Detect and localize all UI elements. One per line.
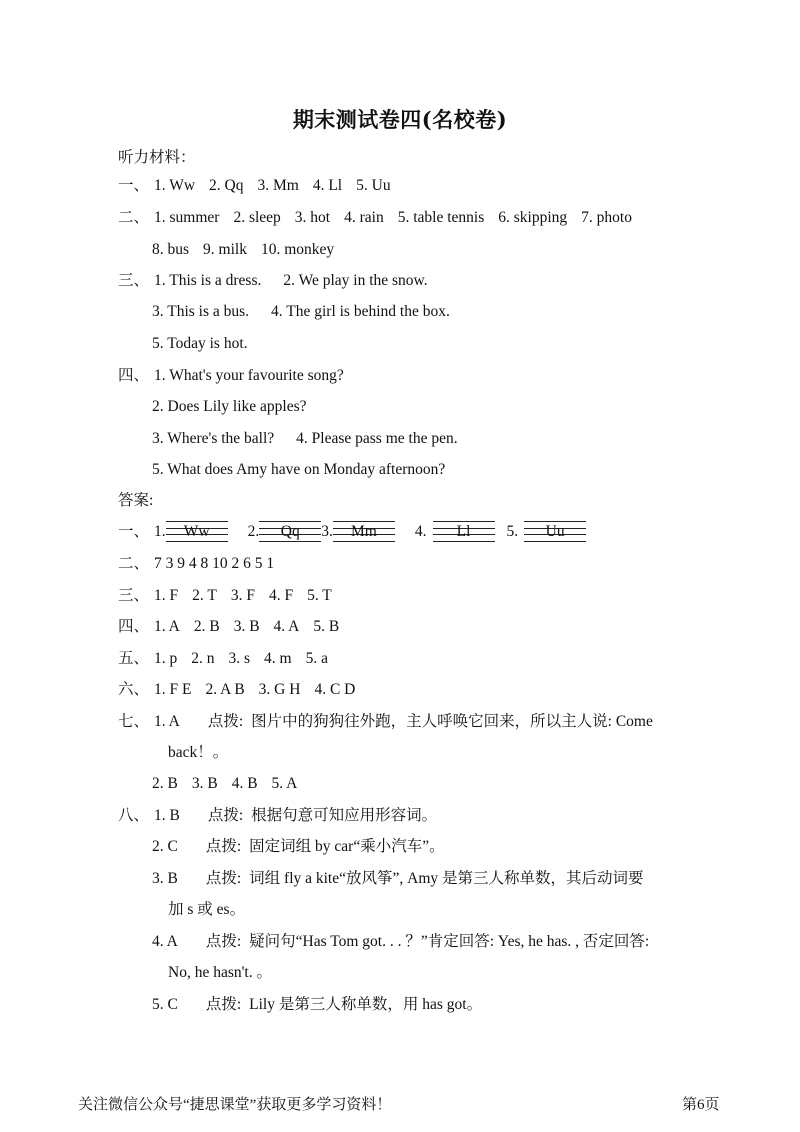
item-number: 5. (506, 523, 519, 540)
list-item: 5. a (305, 650, 328, 667)
answer-section-8-q4-cont: No, he hasn't. 。 (168, 964, 272, 981)
answer-section-8-q3-cont: 加 s 或 es。 (168, 901, 246, 918)
listening-section-3 (118, 269, 800, 293)
list-item: 3. B (191, 775, 218, 792)
list-item: 2. B (152, 775, 178, 792)
tip-text: 固定词组 by car“乘小汽车”。 (249, 838, 445, 855)
list-item: 2. Qq (209, 177, 244, 194)
list-item: 1. summer (154, 209, 220, 226)
tip-text: 词组 fly a kite“放风筝”, Amy 是第三人称单数，其后动词要 (249, 870, 644, 887)
listening-section-4-line4: 5. What does Amy have on Monday afternoon? (152, 461, 446, 478)
written-letters: Ww (183, 523, 210, 540)
page-title: 期末测试卷四(名校卷) (292, 107, 508, 132)
answer-section-6 (118, 678, 800, 702)
written-letters: Qq (280, 523, 300, 540)
list-item: 1. A (154, 713, 180, 730)
list-item: 10. monkey (260, 241, 335, 258)
answer-section-1 (118, 520, 800, 544)
tip-label: 点拨: (207, 807, 244, 824)
answer-section-4 (118, 615, 800, 639)
list-item: 2. n (191, 650, 215, 667)
page-number: 第6页 (682, 1097, 720, 1113)
listening-section-1 (118, 174, 800, 198)
section-label: 三、 (118, 272, 150, 289)
section-label: 三、 (118, 587, 150, 604)
section-label: 二、 (118, 555, 150, 572)
list-item: 2. sleep (233, 209, 281, 226)
answer-section-3 (118, 584, 800, 608)
section-label: 二、 (118, 209, 150, 226)
list-item: 6. skipping (498, 209, 568, 226)
list-item: 5. Uu (356, 177, 391, 194)
list-item: 1. F E (154, 681, 192, 698)
sentence: 3. Where's the ball? (152, 430, 275, 447)
written-letters: Mm (350, 523, 377, 540)
tip-label: 点拨: (205, 933, 242, 950)
listening-section-4-line3 (152, 427, 800, 451)
answer-section-8 (118, 804, 800, 828)
item-number: 4. (414, 523, 427, 540)
list-item: 1. F (154, 587, 179, 604)
list-item: 4. F (268, 587, 294, 604)
listening-section-4-line2: 2. Does Lily like apples? (152, 398, 307, 415)
tip-label: 点拨: (205, 838, 242, 855)
answer-section-7 (118, 710, 800, 734)
list-item: 4. rain (344, 209, 384, 226)
list-item: 1. p (154, 650, 178, 667)
list-item: 4. m (264, 650, 292, 667)
list-item: 2. C (152, 838, 178, 855)
section-label: 四、 (118, 367, 150, 384)
list-item: 9. milk (203, 241, 247, 258)
item-number: 3. (321, 523, 333, 540)
listening-section-3-line3: 5. Today is hot. (152, 335, 248, 352)
sentence: 1. This is a dress. (154, 272, 262, 289)
list-item: 2. T (192, 587, 217, 604)
listening-section-3-line2 (152, 300, 800, 324)
tip-text: 疑问句“Has Tom got. . . ？”肯定回答: Yes, he has. , 否定回答: (249, 933, 650, 950)
list-item: 5. table tennis (397, 209, 485, 226)
section-label: 一、 (118, 177, 150, 194)
list-item: 3. Mm (257, 177, 299, 194)
tip-text: 图片中的狗狗往外跑，主人呼唤它回来，所以主人说: Come (251, 713, 653, 730)
answer-section-8-q4 (152, 930, 800, 954)
answer-section-8-q5 (152, 993, 800, 1017)
answer-section-8-q3 (152, 867, 800, 891)
listening-section-4 (118, 364, 800, 388)
sentence: 1. What's your favourite song? (154, 367, 344, 384)
listening-section-2-cont (152, 238, 800, 262)
list-item: 1. B (154, 807, 180, 824)
four-line-writing-box (333, 520, 395, 544)
list-item: 8. bus (152, 241, 190, 258)
written-letters: Uu (545, 523, 565, 540)
list-item: 3. B (233, 618, 260, 635)
section-label: 七、 (118, 713, 150, 730)
list-item: 4. Ll (312, 177, 343, 194)
four-line-writing-box (166, 520, 228, 544)
tip-text: 根据句意可知应用形容词。 (251, 807, 438, 824)
list-item: 3. hot (294, 209, 331, 226)
list-item: 4. A (273, 618, 300, 635)
listening-heading: 听力材料： (118, 149, 196, 166)
section-label: 一、 (118, 523, 150, 540)
sentence: 4. The girl is behind the box. (271, 303, 450, 320)
answer-section-5 (118, 647, 800, 671)
answer-sequence: 7 3 9 4 8 10 2 6 5 1 (154, 555, 275, 572)
list-item: 5. C (152, 996, 178, 1013)
four-line-writing-box (259, 520, 321, 544)
item-number: 1. (154, 523, 166, 540)
list-item: 5. A (271, 775, 298, 792)
answer-section-7-cont: back！。 (168, 744, 229, 761)
answer-section-2 (118, 552, 800, 576)
tip-label: 点拨: (207, 713, 244, 730)
item-number: 2. (247, 523, 260, 540)
list-item: 3. F (230, 587, 255, 604)
listening-section-2 (118, 206, 800, 230)
answer-section-7-rest (152, 772, 800, 796)
list-item: 2. A B (205, 681, 245, 698)
list-item: 4. C D (314, 681, 356, 698)
answers-heading: 答案: (118, 492, 154, 509)
list-item: 1. A (154, 618, 180, 635)
footer-promo: 关注微信公众号“捷思课堂”获取更多学习资料！ (78, 1097, 392, 1113)
list-item: 5. T (307, 587, 332, 604)
list-item: 3. G H (258, 681, 301, 698)
list-item: 7. photo (581, 209, 632, 226)
answer-section-8-q2 (152, 835, 800, 859)
sentence: 2. We play in the snow. (283, 272, 428, 289)
written-letters: Ll (456, 523, 471, 540)
list-item: 5. B (313, 618, 340, 635)
list-item: 2. B (193, 618, 220, 635)
section-label: 五、 (118, 650, 150, 667)
four-line-writing-box (524, 520, 586, 544)
section-label: 六、 (118, 681, 150, 698)
section-label: 四、 (118, 618, 150, 635)
list-item: 1. Ww (154, 177, 196, 194)
section-label: 八、 (118, 807, 150, 824)
tip-label: 点拨: (205, 870, 242, 887)
list-item: 4. B (231, 775, 258, 792)
four-line-writing-box (433, 520, 495, 544)
list-item: 3. s (228, 650, 251, 667)
list-item: 3. B (152, 870, 178, 887)
sentence: 4. Please pass me the pen. (296, 430, 458, 447)
tip-label: 点拨: (205, 996, 242, 1013)
tip-text: Lily 是第三人称单数，用 has got。 (249, 996, 483, 1013)
sentence: 3. This is a bus. (152, 303, 250, 320)
list-item: 4. A (152, 933, 178, 950)
